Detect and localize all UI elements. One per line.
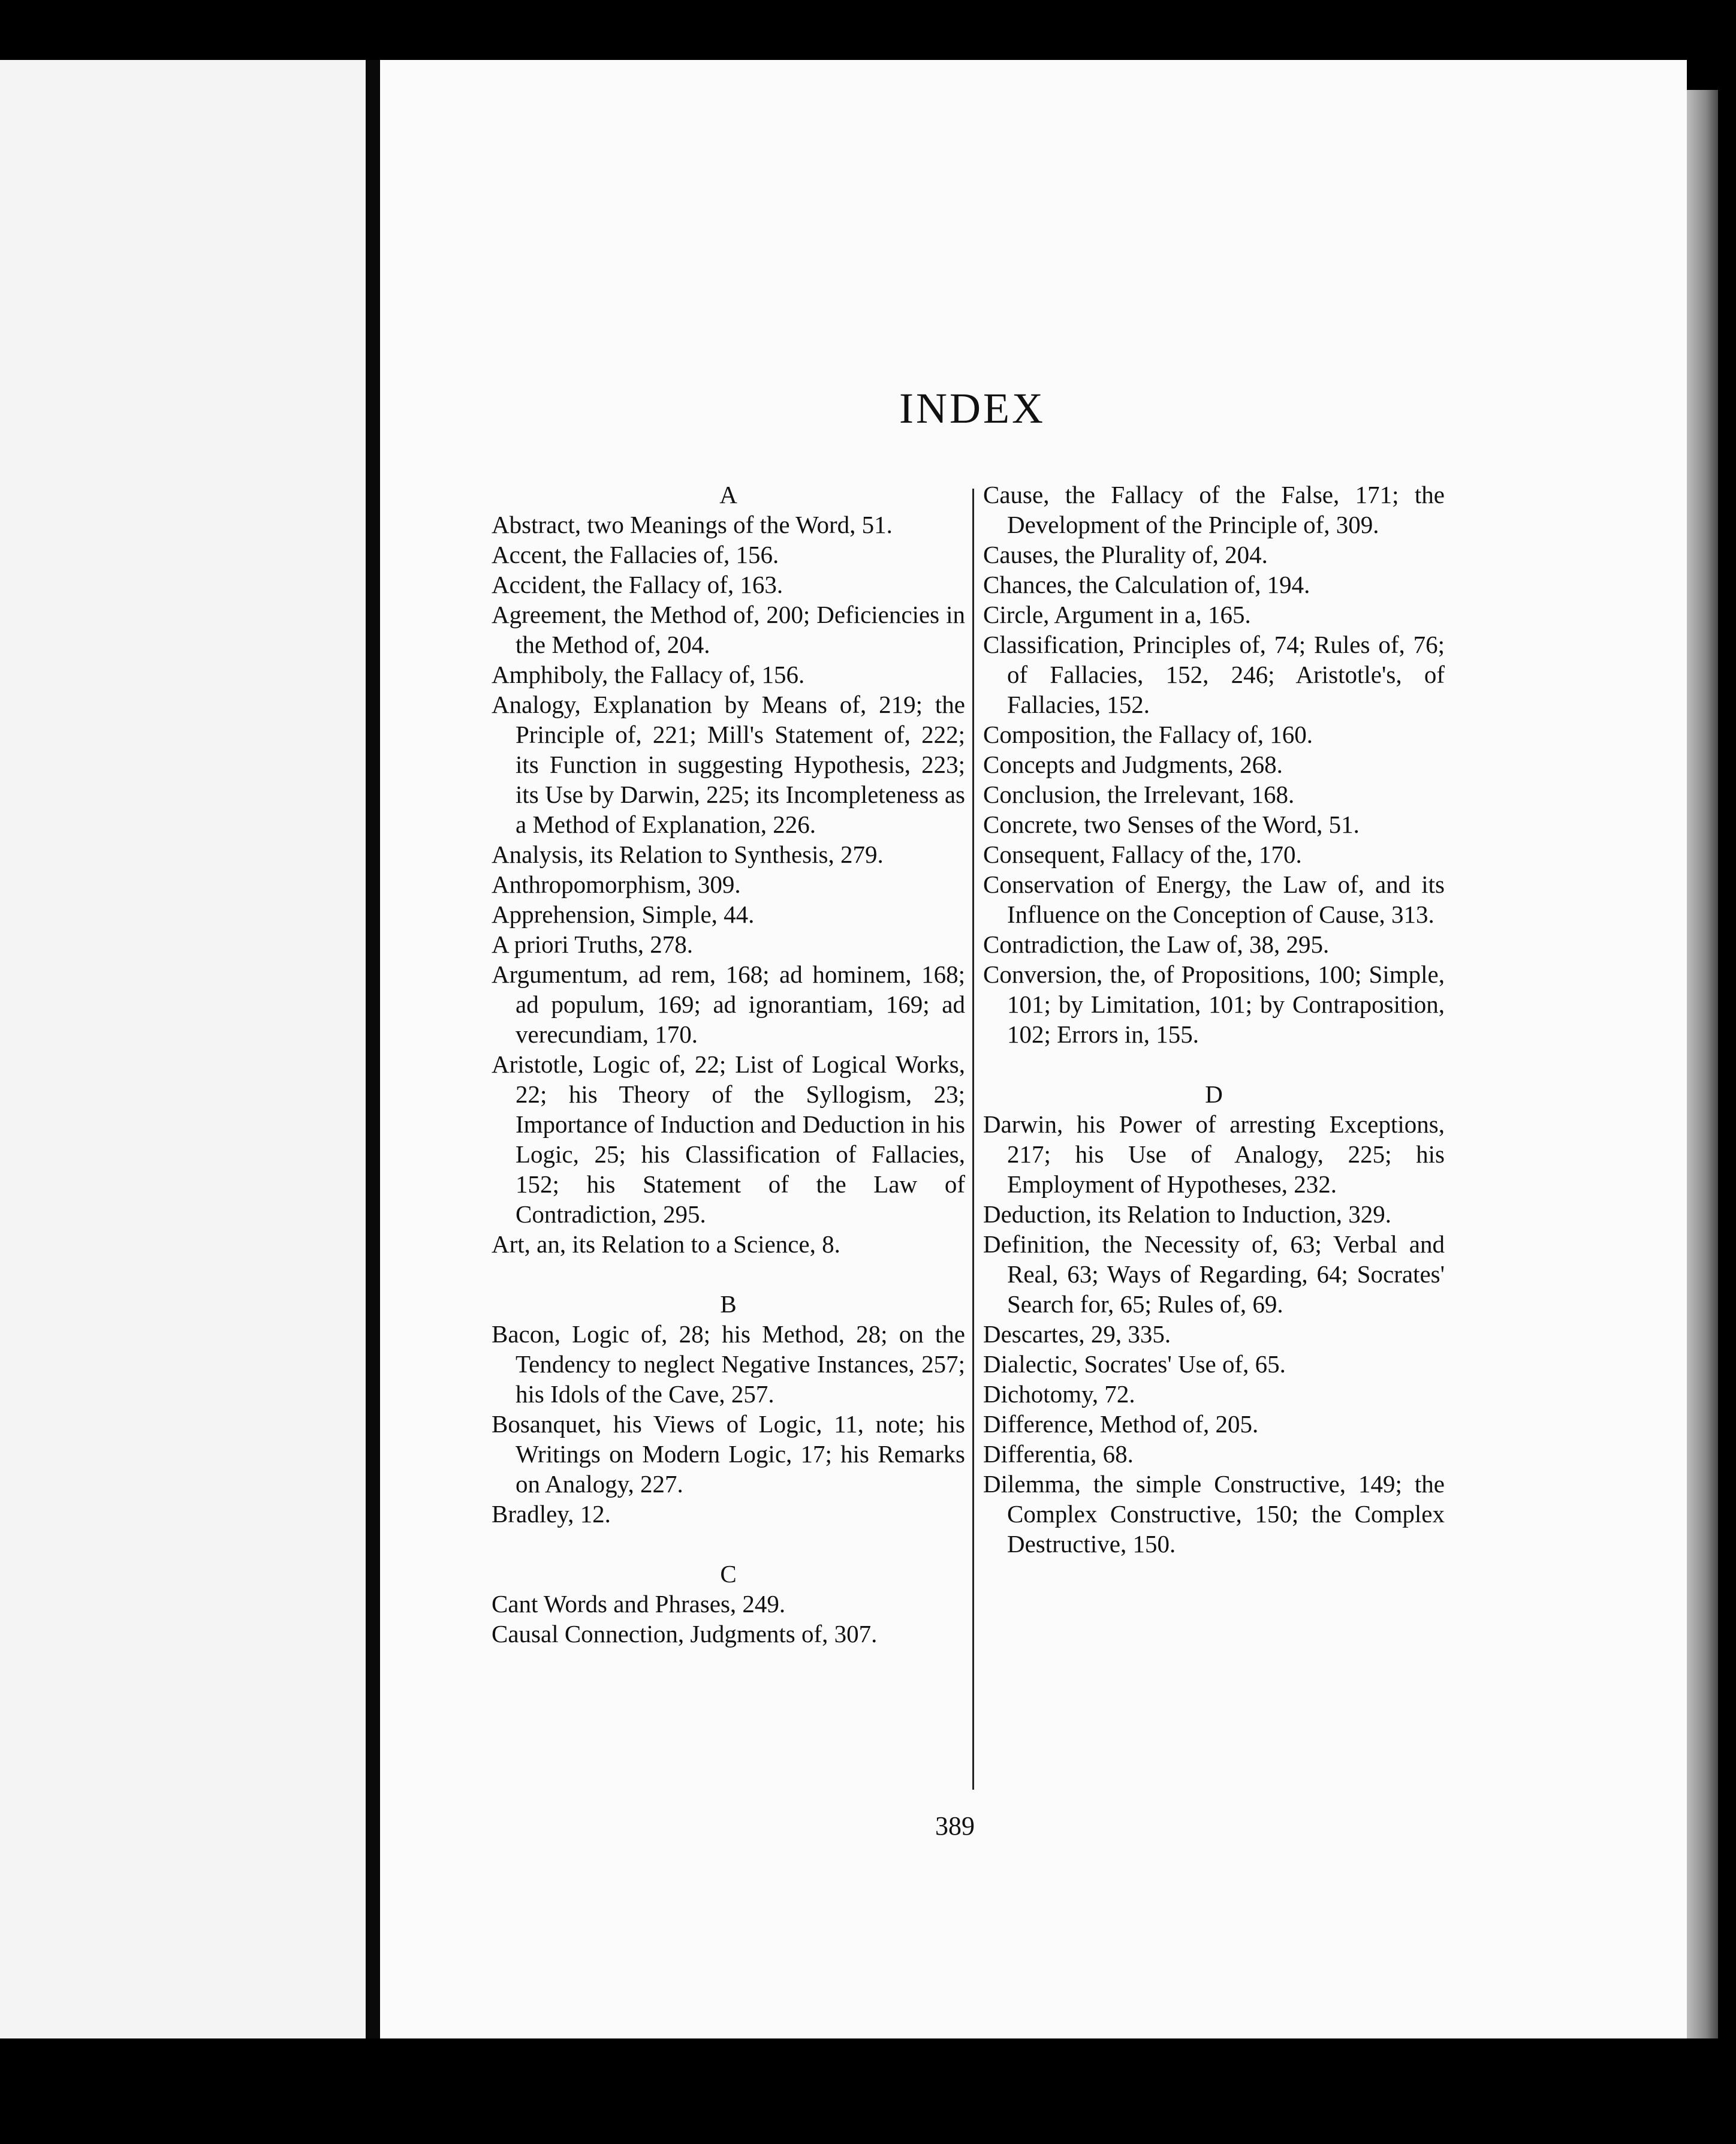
- index-entry: Concepts and Judgments, 268.: [983, 751, 1283, 778]
- page-title: INDEX: [899, 384, 1045, 432]
- index-column-left: [492, 480, 965, 1649]
- index-entry: Analysis, its Relation to Synthesis, 279.: [492, 841, 884, 868]
- index-entry: Differentia, 68.: [983, 1440, 1134, 1468]
- index-entry: Analogy, Explanation by Means of, 219; the Principle of, 221; Mill's Statement of, 222; its Function in suggesting Hypothesis, 223; its Use by Darwin, 225; its Incompleteness as a Method of Explanation, 226.: [492, 691, 965, 838]
- index-entry: Descartes, 29, 335.: [983, 1320, 1171, 1348]
- index-entry: Conversion, the, of Propositions, 100; Simple, 101; by Limitation, 101; by Contraposition, 102; Errors in, 155.: [983, 960, 1445, 1048]
- index-entry: Consequent, Fallacy of the, 170.: [983, 841, 1302, 868]
- index-entry: Circle, Argument in a, 165.: [983, 601, 1251, 628]
- page-edge: [1687, 90, 1718, 2038]
- index-entry: Concrete, two Senses of the Word, 51.: [983, 811, 1360, 838]
- section-letter: B: [720, 1290, 737, 1318]
- section-letter: D: [1205, 1080, 1223, 1108]
- index-entry: Causes, the Plurality of, 204.: [983, 541, 1268, 568]
- column-divider: [972, 489, 974, 1790]
- index-entry: Accent, the Fallacies of, 156.: [492, 541, 779, 568]
- book-gutter: [366, 60, 380, 2038]
- index-entry: Bosanquet, his Views of Logic, 11, note; his Writings on Modern Logic, 17; his Remarks on Analogy, 227.: [492, 1410, 965, 1498]
- index-entry: Abstract, two Meanings of the Word, 51.: [492, 511, 893, 538]
- index-entry: Dichotomy, 72.: [983, 1380, 1135, 1408]
- index-entry: Aristotle, Logic of, 22; List of Logical Works, 22; his Theory of the Syllogism, 23; Importance of Induction and Deduction in his Logic, 25; his Classification of Fallacies, 152; his Statement of the Law of Contradiction, 295.: [492, 1050, 965, 1228]
- index-entry: Anthropomorphism, 309.: [492, 871, 741, 898]
- index-entry: Deduction, its Relation to Induction, 329.: [983, 1200, 1391, 1228]
- index-entry: Causal Connection, Judgments of, 307.: [492, 1620, 878, 1648]
- index-entry: Agreement, the Method of, 200; Deficiencies in the Method of, 204.: [492, 601, 965, 658]
- index-entry: Argumentum, ad rem, 168; ad hominem, 168; ad populum, 169; ad ignorantiam, 169; ad verecundiam, 170.: [492, 960, 965, 1048]
- facing-blank-page: [0, 60, 366, 2038]
- index-entry: Dialectic, Socrates' Use of, 65.: [983, 1350, 1286, 1378]
- index-entry: Difference, Method of, 205.: [983, 1410, 1259, 1438]
- index-column-right: [983, 480, 1445, 1559]
- index-entry: Conclusion, the Irrelevant, 168.: [983, 781, 1295, 808]
- index-entry: Accident, the Fallacy of, 163.: [492, 571, 783, 598]
- index-entry: Classification, Principles of, 74; Rules of, 76; of Fallacies, 152, 246; Aristotle's, of Fallacies, 152.: [983, 631, 1445, 718]
- index-entry: Cause, the Fallacy of the False, 171; the Development of the Principle of, 309.: [983, 481, 1445, 538]
- index-entry: Bradley, 12.: [492, 1500, 611, 1528]
- index-entry: Apprehension, Simple, 44.: [492, 901, 755, 928]
- index-entry: Cant Words and Phrases, 249.: [492, 1590, 786, 1618]
- index-entry: Conservation of Energy, the Law of, and its Influence on the Conception of Cause, 313.: [983, 871, 1445, 928]
- index-entry: Darwin, his Power of arresting Exceptions, 217; his Use of Analogy, 225; his Employment of Hypotheses, 232.: [983, 1110, 1445, 1198]
- index-entry: Art, an, its Relation to a Science, 8.: [492, 1230, 840, 1258]
- index-entry: Bacon, Logic of, 28; his Method, 28; on the Tendency to neglect Negative Instances, 257; his Idols of the Cave, 257.: [492, 1320, 965, 1408]
- index-entry: Composition, the Fallacy of, 160.: [983, 721, 1313, 748]
- index-entry: A priori Truths, 278.: [492, 931, 694, 958]
- section-letter: C: [720, 1560, 737, 1588]
- index-entry: Dilemma, the simple Constructive, 149; the Complex Constructive, 150; the Complex Destructive, 150.: [983, 1470, 1445, 1558]
- index-entry: Contradiction, the Law of, 38, 295.: [983, 931, 1330, 958]
- index-entry: Amphiboly, the Fallacy of, 156.: [492, 661, 805, 688]
- index-entry: Definition, the Necessity of, 63; Verbal and Real, 63; Ways of Regarding, 64; Socrates' Search for, 65; Rules of, 69.: [983, 1230, 1445, 1318]
- section-letter: A: [719, 481, 737, 508]
- index-entry: Chances, the Calculation of, 194.: [983, 571, 1310, 598]
- page-number: 389: [935, 1811, 975, 1841]
